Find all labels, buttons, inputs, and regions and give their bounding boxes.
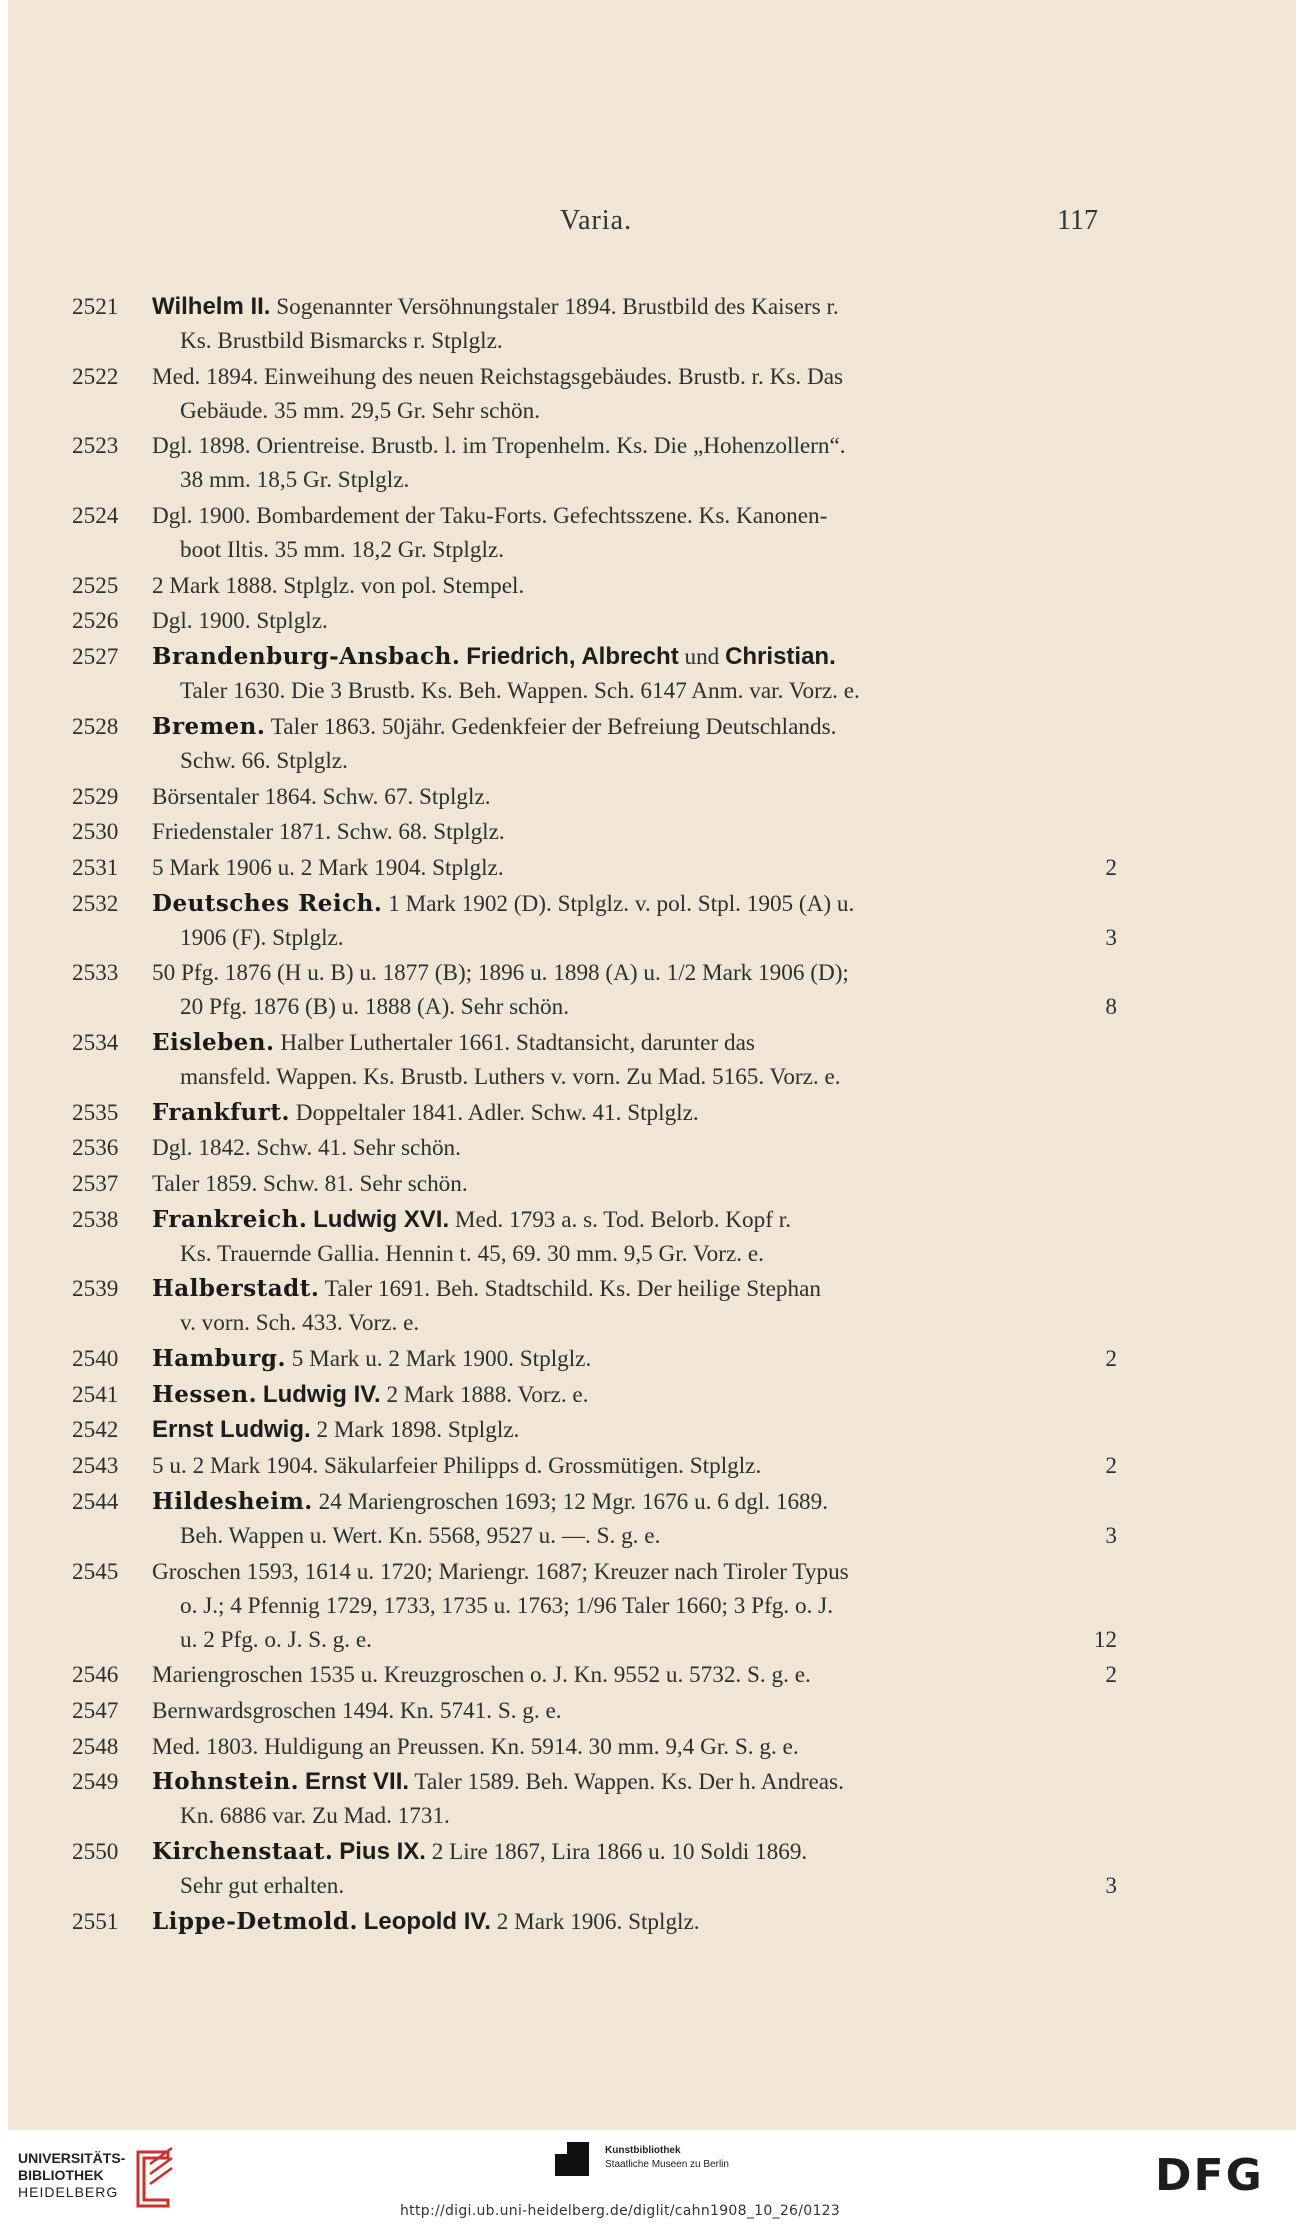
entry-line [152, 324, 1117, 358]
entry-line [152, 1835, 1117, 1869]
entry-line-text [152, 569, 524, 603]
entry-text: Halber Luthertaler 1661. Stadtansicht, darunter das [274, 1029, 755, 1056]
entry-heading: Pius IX. [339, 1837, 426, 1865]
entry-line [152, 1378, 1117, 1412]
lot-number: 2544 [72, 1488, 119, 1515]
catalog-entry [72, 1905, 1117, 1939]
lot-number: 2532 [72, 890, 119, 917]
entry-line-text [152, 780, 491, 814]
entry-line-text [180, 1623, 372, 1657]
entry-line [152, 1658, 1117, 1692]
catalog-entry [72, 1449, 1117, 1483]
lot-number: 2539 [72, 1276, 119, 1303]
entry-line [152, 780, 1117, 814]
entry-line-text [152, 1658, 811, 1692]
lot-number: 2537 [72, 1171, 119, 1197]
entry-line-text [152, 1131, 461, 1165]
entry-line [152, 1306, 1117, 1340]
entry-line-text [152, 851, 504, 885]
entry-line [152, 1799, 1117, 1833]
entry-line-text [152, 815, 505, 849]
entry-text: 2 Mark 1898. Stplglz. [310, 1417, 520, 1444]
entry-line-text [180, 1589, 833, 1623]
catalog-entry [72, 1730, 1117, 1764]
price-estimate: 8 [1105, 994, 1117, 1021]
catalog-entry [72, 1413, 1117, 1447]
museum-line-1: Kunstbibliothek [605, 2145, 681, 2156]
entry-line-text [152, 499, 827, 533]
entry-line-text [152, 1905, 700, 1939]
lot-number: 2538 [72, 1206, 119, 1233]
entry-line [152, 674, 1117, 708]
entry-heading: Ludwig XVI. [313, 1205, 450, 1233]
entry-line-text [180, 744, 348, 778]
catalog-entry [72, 851, 1117, 885]
entry-description [152, 360, 1117, 428]
entry-text: 20 Pfg. 1876 (B) u. 1888 (A). Sehr schön. [180, 994, 570, 1021]
entry-line [152, 1519, 1117, 1553]
catalog-entry [72, 1765, 1117, 1833]
lot-number: 2546 [72, 1662, 119, 1689]
entry-line-text [180, 990, 569, 1024]
lot-number: 2551 [72, 1908, 119, 1935]
catalog-entry [72, 429, 1117, 497]
entry-text: boot Iltis. 35 mm. 18,2 Gr. Stplglz. [180, 537, 504, 564]
entry-text: mansfeld. Wappen. Ks. Brustb. Luthers v. vorn. Zu Mad. 5165. Vorz. e. [180, 1063, 841, 1090]
price-estimate: 2 [1105, 1662, 1117, 1689]
entry-text: Dgl. 1842. Schw. 41. Sehr schön. [152, 1135, 461, 1162]
catalog-entry [72, 1026, 1117, 1094]
entry-text: Med. 1793 a. s. Tod. Belorb. Kopf r. [449, 1206, 791, 1233]
lot-number: 2521 [72, 294, 119, 320]
entry-line [152, 1589, 1117, 1623]
entry-description [152, 1413, 1117, 1447]
entry-text: u. 2 Pfg. o. J. S. g. e. [180, 1626, 372, 1653]
entry-text: Sogenannter Versöhnungstaler 1894. Brustbild des Kaisers r. [270, 294, 839, 320]
entry-heading: Halberstadt. [152, 1275, 320, 1303]
entry-line [152, 360, 1117, 394]
entry-text: Taler 1863. 50jähr. Gedenkfeier der Befreiung Deutschlands. [265, 713, 837, 740]
entry-line-text [180, 921, 344, 955]
entry-text: Beh. Wappen u. Wert. Kn. 5568, 9527 u. —. S. g. e. [180, 1522, 661, 1549]
museum-line-2: Staatliche Museen zu Berlin [605, 2159, 729, 2170]
entry-heading: Bremen. [152, 712, 266, 740]
library-line-1: UNIVERSITÄTS- [18, 2150, 126, 2166]
lot-number: 2533 [72, 960, 119, 987]
entry-line [152, 1272, 1117, 1306]
entry-line [152, 744, 1117, 778]
entry-description [152, 640, 1117, 708]
price-estimate: 2 [1105, 854, 1117, 881]
entry-description [152, 569, 1117, 603]
entry-line [152, 1869, 1117, 1903]
entry-line-text [152, 1378, 589, 1412]
catalog-entry [72, 887, 1117, 955]
entry-description [152, 887, 1117, 955]
entry-text: Taler 1859. Schw. 81. Sehr schön. [152, 1171, 468, 1197]
entry-line-text [152, 1026, 755, 1060]
catalog-entry [72, 569, 1117, 603]
page-number: 117 [1057, 205, 1098, 236]
entry-description [152, 710, 1117, 778]
lot-number: 2526 [72, 608, 119, 635]
library-line-2: BIBLIOTHEK [18, 2167, 104, 2183]
entry-line [152, 569, 1117, 603]
entry-heading: Deutsches Reich. [152, 889, 383, 917]
entry-line [152, 1694, 1117, 1728]
entry-text: Kn. 6886 var. Zu Mad. 1731. [180, 1803, 450, 1830]
entry-heading: Hohnstein. [152, 1768, 300, 1796]
catalog-entry [72, 360, 1117, 428]
lot-number: 2540 [72, 1346, 119, 1373]
catalog-entry [72, 604, 1117, 638]
entry-text: 2 Lire 1867, Lira 1866 u. 10 Soldi 1869. [425, 1838, 808, 1865]
entry-text: Dgl. 1898. Orientreise. Brustb. l. im Tropenhelm. Ks. Die „Hohenzollern“. [152, 433, 846, 460]
entry-description [152, 1096, 1117, 1130]
catalog-entry [72, 1694, 1117, 1728]
library-name [18, 2150, 125, 2201]
price-estimate: 12 [1093, 1626, 1117, 1653]
entry-heading: Wilhelm II. [152, 293, 271, 320]
entry-text: Sehr gut erhalten. [180, 1872, 345, 1899]
catalog-entry [72, 499, 1117, 567]
entry-line [152, 1623, 1117, 1657]
entry-text: Med. 1894. Einweihung des neuen Reichstagsgebäudes. Brustb. r. Ks. Das [152, 363, 844, 390]
entry-line-text [180, 1237, 764, 1271]
museum-logo-icon [555, 2142, 589, 2176]
entry-line [152, 956, 1117, 990]
catalog-entry [72, 815, 1117, 849]
entry-line-text [180, 324, 503, 358]
entry-line [152, 1096, 1117, 1130]
entry-line [152, 1413, 1117, 1447]
entry-line-text [152, 1167, 468, 1201]
entry-line [152, 533, 1117, 567]
price-estimate: 3 [1105, 1872, 1117, 1899]
entry-line-text [152, 1342, 591, 1376]
lot-number: 2527 [72, 644, 119, 671]
lot-number: 2535 [72, 1099, 119, 1126]
lot-number: 2531 [72, 854, 119, 881]
entry-text: Doppeltaler 1841. Adler. Schw. 41. Stplglz. [289, 1099, 699, 1126]
lot-number: 2545 [72, 1558, 119, 1585]
entry-line-text [152, 1555, 849, 1589]
entry-line [152, 1730, 1117, 1764]
entry-description [152, 604, 1117, 638]
entry-text: Taler 1630. Die 3 Brustb. Ks. Beh. Wappen. Sch. 6147 Anm. var. Vorz. e. [180, 678, 860, 705]
entry-heading: Eisleben. [152, 1028, 275, 1056]
entry-text: 1906 (F). Stplglz. [180, 924, 344, 951]
entry-text: 24 Mariengroschen 1693; 12 Mgr. 1676 u. 6 dgl. 1689. [312, 1488, 829, 1515]
entry-text: Groschen 1593, 1614 u. 1720; Mariengr. 1687; Kreuzer nach Tiroler Typus [152, 1558, 849, 1585]
permalink-url[interactable]: http://digi.ub.uni-heidelberg.de/diglit/cahn1908_10_26/0123 [400, 2203, 841, 2219]
entry-line-text [180, 463, 409, 497]
entry-line [152, 429, 1117, 463]
lot-number: 2548 [72, 1733, 119, 1760]
catalog-entry [72, 1203, 1117, 1271]
price-estimate: 3 [1105, 924, 1117, 951]
catalog-entry [72, 1096, 1117, 1130]
entry-description [152, 1203, 1117, 1271]
entry-text: Dgl. 1900. Stplglz. [152, 608, 328, 635]
entry-heading: Kirchenstaat. [152, 1837, 334, 1865]
entry-line [152, 604, 1117, 638]
lot-number: 2529 [72, 783, 119, 810]
lot-number: 2530 [72, 819, 119, 846]
entry-description [152, 1555, 1117, 1657]
entry-line [152, 1485, 1117, 1519]
entry-description [152, 1026, 1117, 1094]
entry-description [152, 780, 1117, 814]
entry-description [152, 851, 1117, 885]
entry-line [152, 1060, 1117, 1094]
entry-line [152, 1449, 1117, 1483]
lot-number: 2534 [72, 1029, 119, 1056]
entry-description [152, 1694, 1117, 1728]
entry-line-text [180, 1306, 419, 1340]
entry-description [152, 1765, 1117, 1833]
entry-description [152, 956, 1117, 1024]
lot-number: 2543 [72, 1453, 119, 1480]
entry-text: 2 Mark 1906. Stplglz. [490, 1908, 700, 1935]
catalog-entry [72, 780, 1117, 814]
entry-text: Börsentaler 1864. Schw. 67. Stplglz. [152, 783, 491, 810]
entry-text: 2 Mark 1888. Vorz. e. [380, 1381, 589, 1408]
entry-line-text [152, 640, 836, 674]
entry-description [152, 1905, 1117, 1939]
entry-line-text [152, 1835, 807, 1869]
entry-line [152, 710, 1117, 744]
entry-heading: Frankfurt. [152, 1098, 290, 1126]
entry-text: Schw. 66. Stplglz. [180, 747, 348, 774]
entry-line-text [152, 887, 854, 921]
entry-text: v. vorn. Sch. 433. Vorz. e. [180, 1310, 420, 1337]
entry-line-text [152, 290, 839, 324]
entry-line-text [180, 674, 860, 708]
entry-description [152, 1449, 1117, 1483]
entry-line [152, 887, 1117, 921]
entry-heading: Friedrich, Albrecht [466, 643, 679, 671]
catalog-entry [72, 1555, 1117, 1657]
entry-heading: Lippe-Detmold. [152, 1907, 358, 1935]
library-logo-icon [130, 2144, 178, 2214]
lot-number: 2536 [72, 1135, 119, 1162]
entry-line-text [152, 360, 843, 394]
entry-description [152, 815, 1117, 849]
lot-number: 2524 [72, 503, 119, 530]
entry-line [152, 640, 1117, 674]
entry-text: 5 Mark 1906 u. 2 Mark 1904. Stplglz. [152, 854, 504, 881]
entry-line-text [180, 533, 504, 567]
entry-text: 50 Pfg. 1876 (H u. B) u. 1877 (B); 1896 u. 1898 (A) u. 1/2 Mark 1906 (D); [152, 960, 849, 987]
entry-description [152, 499, 1117, 567]
entry-text: Ks. Trauernde Gallia. Hennin t. 45, 69. 30 mm. 9,5 Gr. Vorz. e. [180, 1240, 764, 1267]
entry-text: 5 u. 2 Mark 1904. Säkularfeier Philipps d. Grossmütigen. Stplglz. [152, 1453, 762, 1480]
entry-line [152, 1167, 1117, 1201]
entry-text: Dgl. 1900. Bombardement der Taku-Forts. Gefechtsszene. Ks. Kanonen- [152, 503, 828, 530]
catalog-entry [72, 1485, 1117, 1553]
entry-heading: Leopold IV. [363, 1907, 491, 1935]
entry-line [152, 290, 1117, 324]
entry-description [152, 1658, 1117, 1692]
catalog-entry [72, 1378, 1117, 1412]
lot-number: 2547 [72, 1697, 119, 1724]
entry-text: Gebäude. 35 mm. 29,5 Gr. Sehr schön. [180, 397, 540, 424]
catalog-entry [72, 290, 1117, 358]
entry-description [152, 1342, 1117, 1376]
entry-line-text [180, 1799, 450, 1833]
entry-line [152, 1555, 1117, 1589]
catalog-entry [72, 640, 1117, 708]
entry-line-text [180, 1519, 660, 1553]
entry-heading: Ernst VII. [305, 1768, 410, 1796]
catalog-entry [72, 1272, 1117, 1340]
entry-description [152, 1272, 1117, 1340]
catalog-entry [72, 1342, 1117, 1376]
entry-text: und [678, 644, 726, 671]
entry-line [152, 394, 1117, 428]
entry-line-text [152, 604, 328, 638]
entry-text: 5 Mark u. 2 Mark 1900. Stplglz. [285, 1346, 592, 1373]
entry-description [152, 1167, 1117, 1201]
entry-text: 38 mm. 18,5 Gr. Stplglz. [180, 467, 410, 494]
entry-line [152, 1026, 1117, 1060]
footer-bar [0, 2130, 1299, 2225]
catalog-entry [72, 1167, 1117, 1201]
entry-description [152, 1835, 1117, 1903]
price-estimate: 2 [1105, 1346, 1117, 1373]
entry-line-text [180, 1869, 344, 1903]
entry-line [152, 1131, 1117, 1165]
entry-text: Bernwardsgroschen 1494. Kn. 5741. S. g. e. [152, 1697, 562, 1724]
entry-line [152, 463, 1117, 497]
entry-line [152, 1342, 1117, 1376]
lot-number: 2541 [72, 1381, 119, 1408]
price-estimate: 3 [1105, 1522, 1117, 1549]
entry-text: Taler 1691. Beh. Stadtschild. Ks. Der heilige Stephan [319, 1276, 821, 1303]
entry-line-text [152, 710, 836, 744]
lot-number: 2550 [72, 1838, 119, 1865]
lot-number: 2525 [72, 572, 119, 599]
lot-number: 2522 [72, 363, 119, 390]
entry-line-text [152, 1730, 799, 1764]
entry-line-text [152, 1203, 791, 1237]
entry-line-text [180, 394, 540, 428]
entry-line-text [180, 1060, 841, 1094]
entry-line-text [152, 1485, 828, 1519]
entry-text: o. J.; 4 Pfennig 1729, 1733, 1735 u. 1763; 1/96 Taler 1660; 3 Pfg. o. J. [180, 1592, 833, 1619]
entry-line [152, 1237, 1117, 1271]
running-header [0, 205, 1299, 245]
entry-line-text [152, 1096, 699, 1130]
lot-number: 2549 [72, 1769, 119, 1796]
entry-description [152, 1378, 1117, 1412]
lot-number: 2528 [72, 713, 119, 740]
entry-line [152, 851, 1117, 885]
entry-description [152, 429, 1117, 497]
catalog-entry [72, 710, 1117, 778]
entry-line-text [152, 1694, 562, 1728]
lot-number: 2523 [72, 433, 119, 460]
entry-line [152, 1905, 1117, 1939]
entry-text: Ks. Brustbild Bismarcks r. Stplglz. [180, 328, 503, 354]
entry-description [152, 290, 1117, 358]
entry-text: 2 Mark 1888. Stplglz. von pol. Stempel. [152, 572, 525, 599]
catalog-entry [72, 1131, 1117, 1165]
entry-heading: Christian. [725, 643, 836, 671]
section-title: Varia. [560, 205, 633, 236]
entry-line-text [152, 956, 849, 990]
entry-description [152, 1131, 1117, 1165]
entry-text: 1 Mark 1902 (D). Stplglz. v. pol. Stpl. 1905 (A) u. [382, 890, 855, 917]
entry-description [152, 1730, 1117, 1764]
entry-text: Taler 1589. Beh. Wappen. Ks. Der h. Andreas. [409, 1769, 844, 1796]
entry-heading: Hessen. [152, 1380, 258, 1408]
entry-description [152, 1485, 1117, 1553]
lot-number: 2542 [72, 1417, 119, 1444]
entry-line [152, 499, 1117, 533]
entry-text: Med. 1803. Huldigung an Preussen. Kn. 5914. 30 mm. 9,4 Gr. S. g. e. [152, 1733, 799, 1760]
library-line-3: HEIDELBERG [18, 2184, 119, 2200]
dfg-logo: DFG [1155, 2150, 1264, 2201]
entry-line [152, 1765, 1117, 1799]
entry-heading: Ernst Ludwig. [152, 1416, 311, 1444]
entry-line-text [152, 1449, 761, 1483]
catalog-entry [72, 956, 1117, 1024]
entry-heading: Ludwig IV. [262, 1380, 381, 1408]
entry-heading: Brandenburg-Ansbach. [152, 643, 461, 671]
catalog-entry [72, 1658, 1117, 1692]
entry-heading: Hildesheim. [152, 1487, 313, 1515]
entry-line-text [152, 429, 846, 463]
catalog-entries [72, 290, 1117, 1940]
entry-line [152, 921, 1117, 955]
entry-line [152, 1203, 1117, 1237]
entry-line-text [152, 1272, 821, 1306]
catalog-entry [72, 1835, 1117, 1903]
entry-heading: Hamburg. [152, 1345, 286, 1373]
entry-line [152, 815, 1117, 849]
entry-text: Mariengroschen 1535 u. Kreuzgroschen o. J. Kn. 9552 u. 5732. S. g. e. [152, 1662, 811, 1689]
entry-line [152, 990, 1117, 1024]
entry-line-text [152, 1765, 844, 1799]
entry-heading: Frankreich. [152, 1205, 308, 1233]
price-estimate: 2 [1105, 1453, 1117, 1480]
entry-line-text [152, 1413, 519, 1447]
entry-text: Friedenstaler 1871. Schw. 68. Stplglz. [152, 819, 505, 846]
